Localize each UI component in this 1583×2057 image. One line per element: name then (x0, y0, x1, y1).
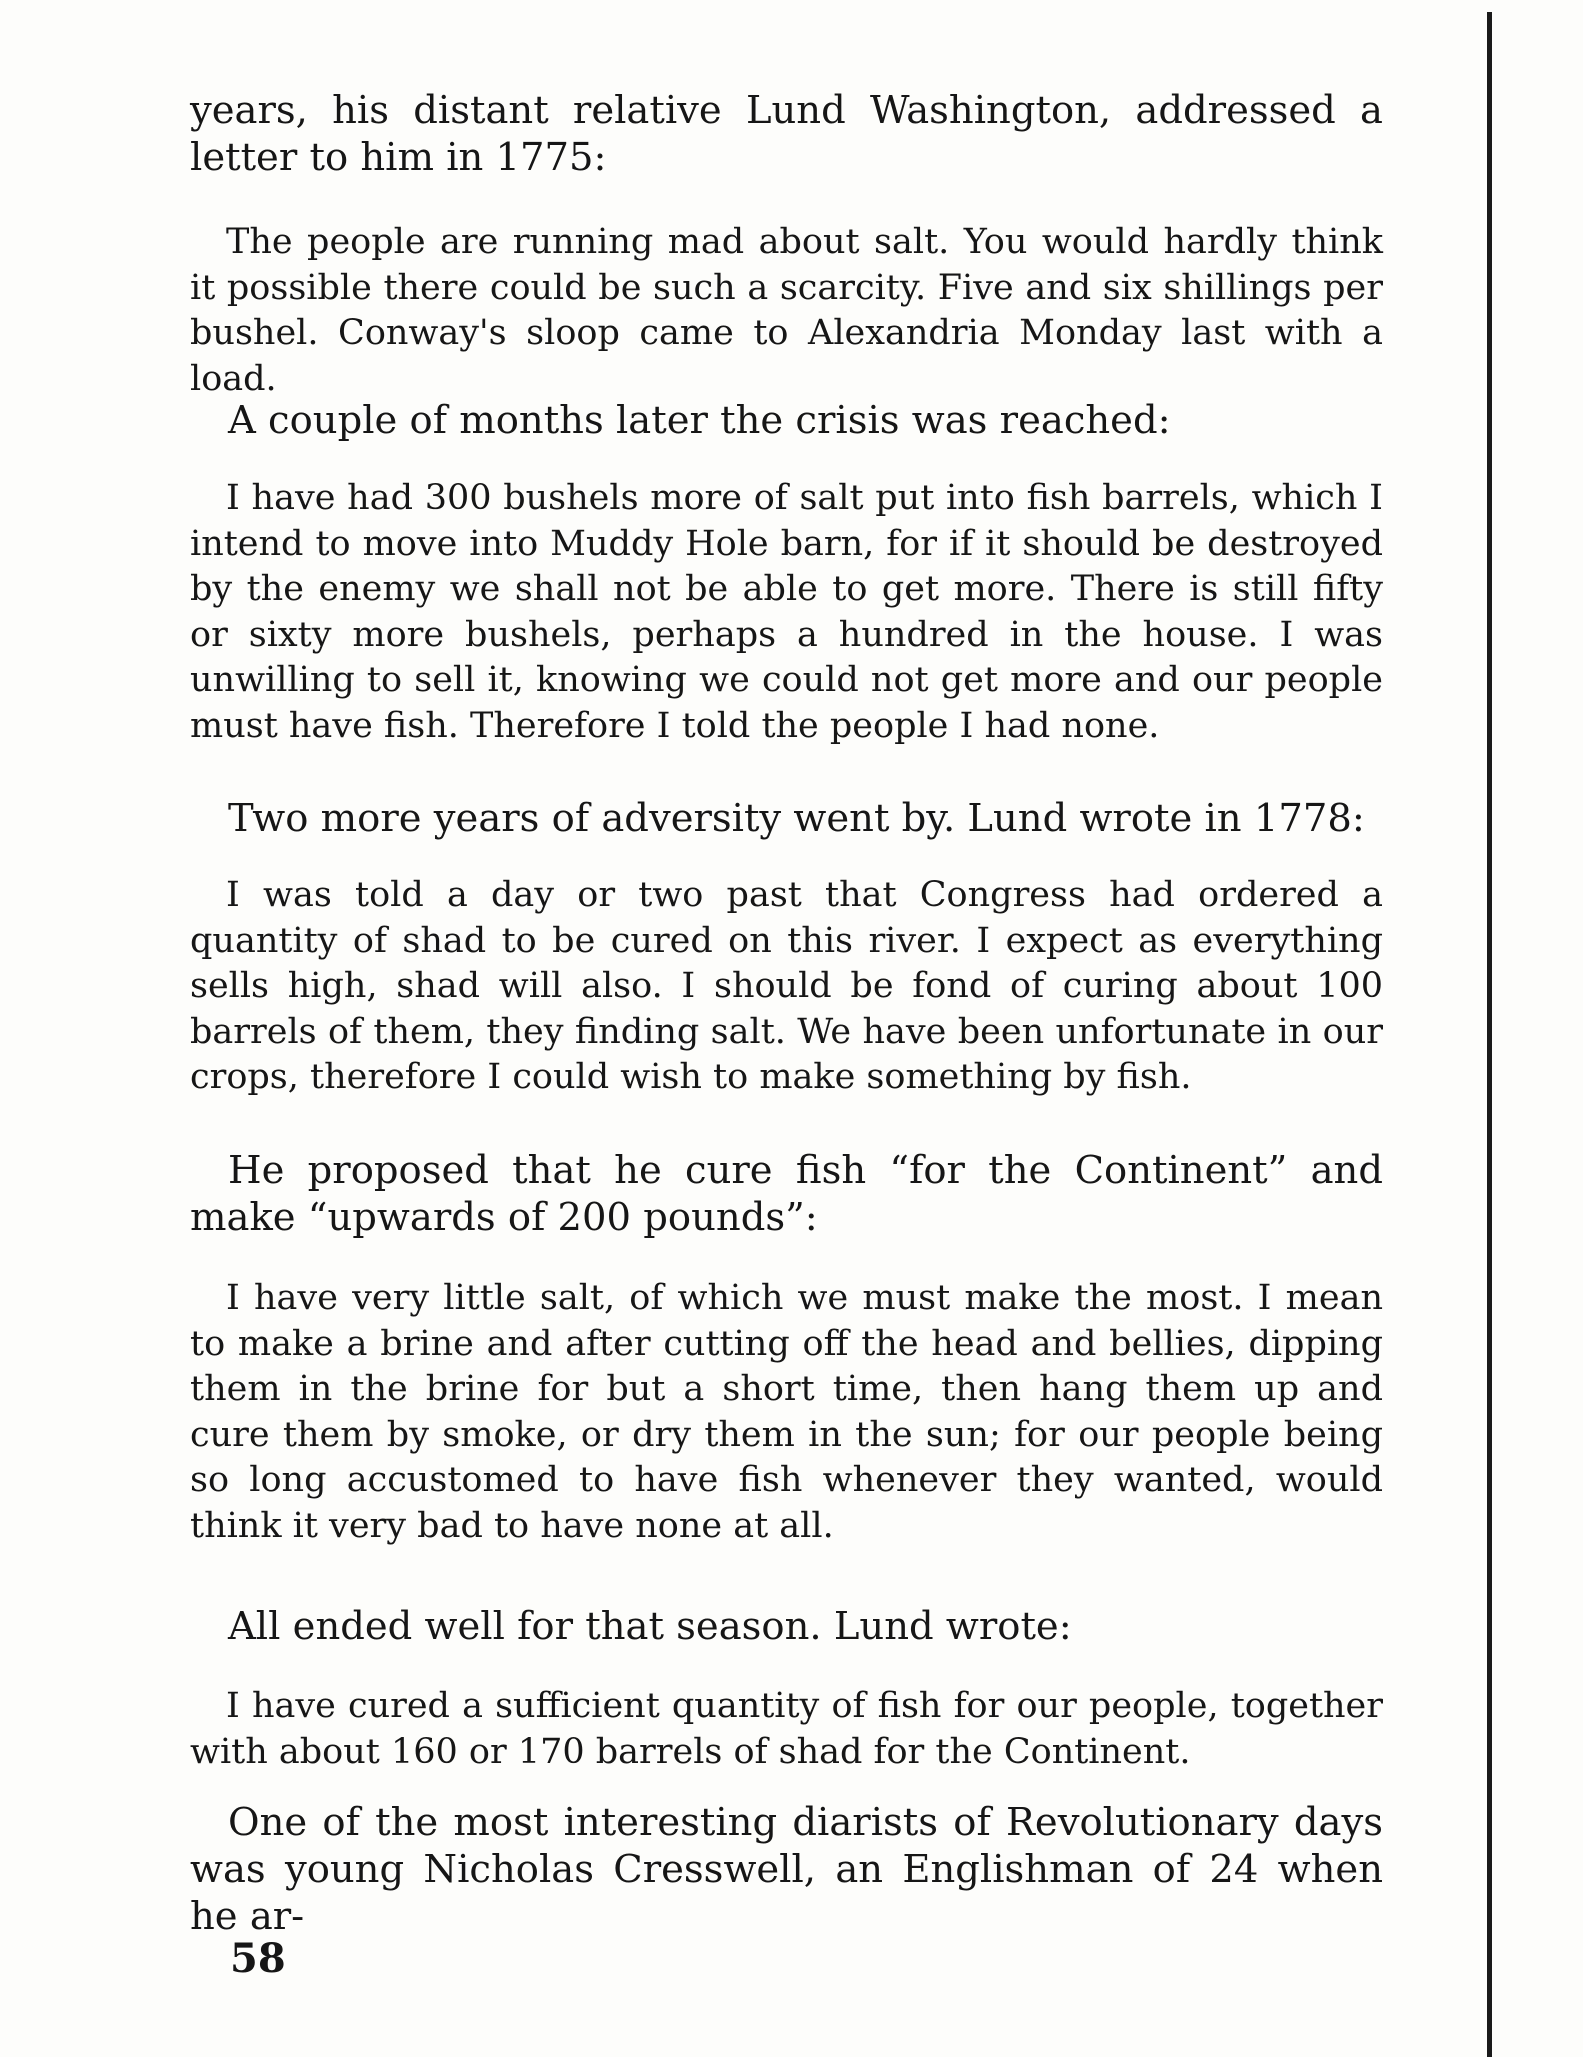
quote-brine-curing: I have very little salt, of which we must make the most. I mean to make a brine and after cutting off the head and bellies, dipping them in the brine for but a short time, then hang them up and cure them by smoke, or dry them in the sun; for our people being so long accustomed to have fish whenever they wanted, would think it very bad to have none at all. (190, 1278, 1383, 1546)
quote-congress-shad: I was told a day or two past that Congress had ordered a quantity of shad to be cured on this river. I expect as everything sells high, shad will also. I should be fond of curing about 100 barrels of them, they finding salt. We have been unfortunate in our crops, therefore I could wish to make something by fish. (190, 875, 1383, 1097)
quote-sufficient-fish: I have cured a sufficient quantity of fish for our people, together with about 160 or 170 barrels of shad for the Continent. (190, 1686, 1383, 1772)
page-number: 58 (230, 1935, 286, 1982)
paragraph-all-ended-well: All ended well for that season. Lund wrote: (228, 1604, 1072, 1649)
paragraph-crisis-reached: A couple of months later the crisis was reached: (228, 398, 1171, 443)
paragraph-lund-letter-intro: years, his distant relative Lund Washington, addressed a letter to him in 1775: (190, 88, 1383, 180)
paragraph-cure-fish-proposal: He proposed that he cure fish “for the Continent” and make “upwards of 200 pounds”: (190, 1148, 1383, 1240)
paragraph-years-of-adversity: Two more years of adversity went by. Lund wrote in 1778: (228, 796, 1365, 841)
paragraph-cresswell-intro: One of the most interesting diarists of Revolutionary days was young Nicholas Cresswell, an Englishman of 24 when he ar- (190, 1800, 1383, 1939)
quote-salt-scarcity: The people are running mad about salt. You would hardly think it possible there could be such a scarcity. Five and six shillings per bushel. Conway's sloop came to Alexandria Monday last with a load. (190, 222, 1383, 399)
quote-salt-barrels: I have had 300 bushels more of salt put into fish barrels, which I intend to move into Muddy Hole barn, for if it should be destroyed by the enemy we shall not be able to get more. There is still fifty or sixty more bushels, perhaps a hundred in the house. I was unwilling to sell it, knowing we could not get more and our people must have fish. Therefore I told the people I had none. (190, 478, 1383, 746)
page-edge-rule (1487, 12, 1492, 2057)
